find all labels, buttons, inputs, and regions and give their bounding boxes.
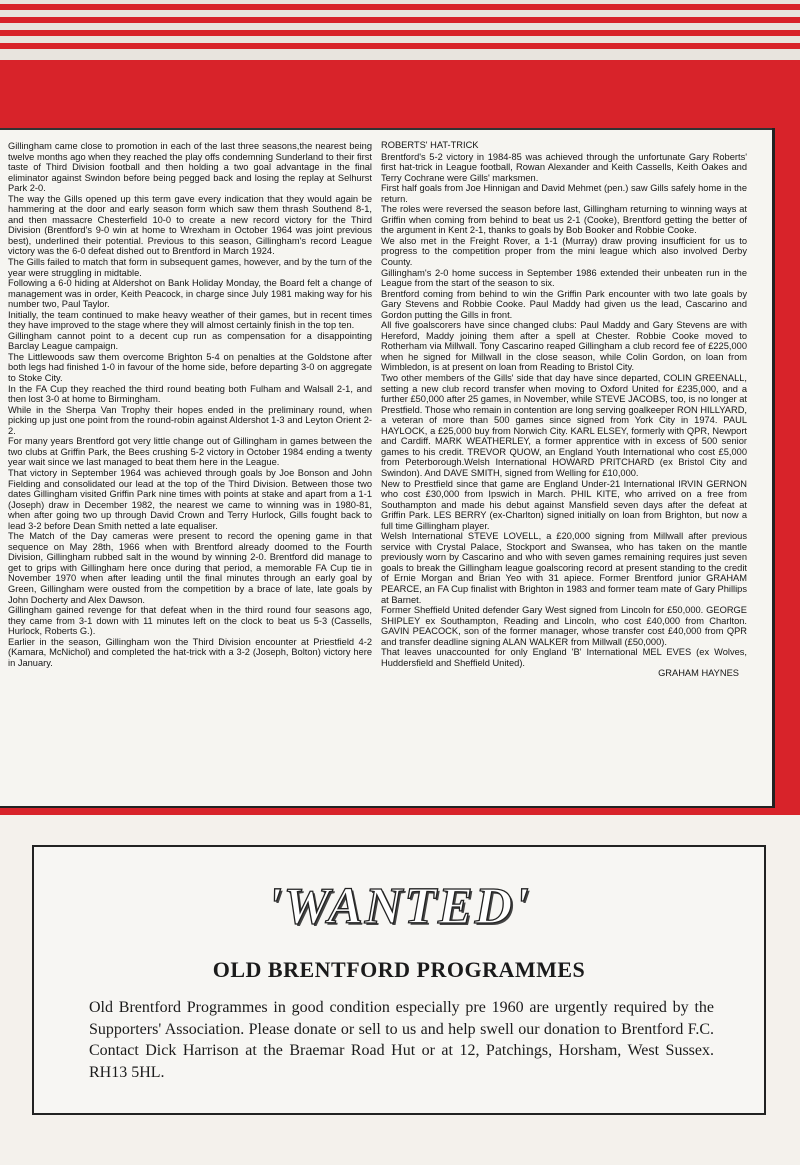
paragraph: The Gills failed to match that form in subsequent games, however, and by the turn of the year were struggling in midtable. xyxy=(8,257,372,278)
wanted-advert xyxy=(32,845,766,1115)
right-column xyxy=(381,140,747,679)
paragraph: The Match of the Day cameras were present to record the opening game in that sequence on May 28th, 1966 when with Brentford already doomed to the Fourth Division, Gillingham rubbed salt in the wound by winning 2-0. Brentford did manage to get to grips with Gillingham here once during that period, a memorable FA Cup tie in November 1970 when after leading until the final minutes through an early goal by Green, Gillingham were ousted from the competition by a brace of late, late goals by John Docherty and Alex Dawson. xyxy=(8,531,372,605)
closing-paragraph: That leaves unaccounted for only England 'B' International MEL EVES (ex Wolves, Huddersfield and Sheffield United). xyxy=(381,647,747,668)
paragraph: Gillingham gained revenge for that defeat when in the third round four seasons ago, they came from 3-1 down with 11 minutes left on the clock to beat us 5-3 (Cassells, Hurlock, Roberts G.). xyxy=(8,605,372,637)
paragraph: First half goals from Joe Hinnigan and David Mehmet (pen.) saw Gills safely home in the return. xyxy=(381,183,747,204)
wanted-body: Old Brentford Programmes in good condition especially pre 1960 are urgently required by the Supporters' Association. Please donate or sell to us and help swell our donation to Brentford F.C. Contact Dick Harrison at the Braemar Road Hut or at 12, Patchings, Horsham, West Sussex. RH13 5HL. xyxy=(89,999,714,1081)
stripe xyxy=(0,17,800,23)
paragraph: Former Sheffield United defender Gary West signed from Lincoln for £50,000. GEORGE SHIPLEY ex Southampton, Reading and Lincoln, who cost £40,000 from Charlton. GAVIN PEACOCK, son of the former manager, whose transfer cost £40,000 from QPR and transfer deadline signing ALAN WALKER from Millwall (£50,000). xyxy=(381,605,747,647)
wanted-title: 'WANTED' xyxy=(267,878,531,935)
paragraph: Brentford coming from behind to win the Griffin Park encounter with two late goals by Gary Stevens and Robbie Cooke. Paul Maddy had given us the lead, Cascarino and Gordon putting the Gills in front. xyxy=(381,288,747,320)
paragraph: New to Prestfield since that game are England Under-21 International IRVIN GERNON who cost £30,000 from Ipswich in March. PHIL KITE, who arrived on a free from Southampton and made his debut against Mansfield seven days after the defeat at Griffin Park. LES BERRY (ex-Charlton) signed initially on loan from Brighton, but now a full time Gillingham player. xyxy=(381,478,747,531)
paragraph: Gillingham cannot point to a decent cup run as compensation for a disappointing Barclay League campaign. xyxy=(8,330,372,352)
paragraph: The roles were reversed the season before last, Gillingham returning to winning ways at Griffin when coming from behind to beat us 2-1 (Cooke), Brentford getting the better of the argument in Kent 2-1, thanks to goals by Bob Booker and Robbie Cooke. xyxy=(381,204,747,236)
paragraph: The Littlewoods saw them overcome Brighton 5-4 on penalties at the Goldstone after both legs had finished 1-0 in favour of the home side, before departing 3-0 on aggregate to Stoke City. xyxy=(8,351,372,384)
paragraph: Initially, the team continued to make heavy weather of their games, but in recent times they have improved to the stage where they will almost certainly finish in the top ten. xyxy=(8,309,372,331)
paragraph: Following a 6-0 hiding at Aldershot on Bank Holiday Monday, the Board felt a change of management was in order, Keith Peacock, in charge since July 1981 making way for his number two, Paul Taylor. xyxy=(8,278,372,310)
paragraph: All five goalscorers have since changed clubs: Paul Maddy and Gary Stevens are with Hereford, Maddy joining them after a spell at Chester. Robbie Cooke moved to Rotherham via Millwall. Tony Cascarino reaped Gillingham a club record fee of £225,000 when he signed for Millwall in the close season, while Colin Gordon, on loan from Wimbledon, is at present on loan from Reading to Bristol City. xyxy=(381,320,747,373)
article-top-rule xyxy=(0,128,772,130)
paragraph: Two other members of the Gills' side that day have since departed, COLIN GREENALL, setting a new club record transfer when moving to Oxford United for £235,000, and a further £50,000 after 25 games, in November, while STEVE JACOBS, too, is no longer at Prestfield. Those who remain in contention are long serving goalkeeper RON HILLYARD, a veteran of more than 500 games since signed from York City in 1974. PAUL HAYLOCK, a £25,000 buy from Norwich City. KARL ELSEY, formerly with QPR, Newport and Cardiff. MARK WEATHERLEY, a former apprentice with in excess of 500 senior games to his credit. TREVOR QUOW, an England Youth International who cost £5,000 from Peterborough.Welsh International HOWARD PRITCHARD (ex Bristol City and Swindon). And DAVE SMITH, signed from Welling for £10,000. xyxy=(381,373,747,478)
stripe xyxy=(0,4,800,10)
paragraph: Brentford's 5-2 victory in 1984-85 was achieved through the unfortunate Gary Roberts' first hat-trick in League football, Rowan Alexander and Keith Cassells, Keith Oakes and Terry Cochrane were Gills' marksmen. xyxy=(381,151,747,183)
paragraph: Gillingham came close to promotion in each of the last three seasons,the nearest being twelve months ago when they reached the play offs condemning Sunderland to their first taste of Third Division football and then holding a two goal advantage in the final eliminator against Swindon before being pegged back and losing the replay at Selhurst Park 2-0. xyxy=(8,141,372,194)
paragraph: The way the Gills opened up this term gave every indication that they would again be hammering at the door and early season form which saw them thrash Southend 8-1, and then massacre Chesterfield 10-0 to create a new record victory for the Third Division (Brentford's 9-0 win at home to Wrexham in October 1964 was joint previous best), underlined their potential. Previous to this season, Gillingham's record League victory was the 6-0 defeat dished out to Brentford in March 1924. xyxy=(8,193,372,257)
paragraph: Earlier in the season, Gillingham won the Third Division encounter at Priestfield 4-2 (Kamara, McNichol) and completed the hat-trick with a 3-2 (Joseph, Bolton) victory here in January. xyxy=(8,636,372,668)
paragraph: For many years Brentford got very little change out of Gillingham in games between the two clubs at Griffin Park, the Bees crushing 5-2 victory in October 1984 ending a twenty year wait since we last managed to beat them here in the League. xyxy=(8,436,372,468)
stripe xyxy=(0,30,800,36)
wanted-subtitle: OLD BRENTFORD PROGRAMMES xyxy=(212,957,586,982)
paragraph: While in the Sherpa Van Trophy their hopes ended in the preliminary round, when picking up just one point from the round-robin against Aldershot 1-3 and Leyton Orient 2-2. xyxy=(8,404,372,436)
paragraph: Gillingham's 2-0 home success in September 1986 extended their unbeaten run in the League from the start of the season to six. xyxy=(381,267,747,289)
article-box xyxy=(0,128,775,808)
paragraph: Welsh International STEVE LOVELL, a £20,000 signing from Millwall after previous service with Crystal Palace, Stockport and Swansea, who has taken on the mantle previously worn by Cascarino and who with seven games remaining requires just seven goals to break the Gillingham league goalscoring record at present standing to the credit of Ernie Morgan and Brian Yeo with 31 apiece. Former Brentford junior GRAHAM PEARCE, an FA Cup finalist with Brighton in 1983 and former team mate of Gary Phillips at Barnet. xyxy=(381,531,747,605)
paragraph: That victory in September 1964 was achieved through goals by Joe Bonson and John Fielding and consolidated our lead at the top of the Third Division. Between those two dates Gillingham visited Griffin Park nine times with points at stake and apart from a 1-1 (Joseph) draw in December 1982, the nearest we came to winning was in 1980-81, when after going two up through David Crown and Terry Hurlock, Gills fought back to lead 3-2 before Dean Smith netted a late equaliser. xyxy=(8,467,372,531)
stripe xyxy=(0,43,800,49)
signature-row xyxy=(381,668,747,679)
top-stripes xyxy=(0,0,800,60)
author-signature: GRAHAM HAYNES xyxy=(658,668,739,679)
left-column xyxy=(8,141,372,668)
paragraph: In the FA Cup they reached the third round beating both Fulham and Walsall 2-1, and then lost 3-0 at home to Birmingham. xyxy=(8,383,372,405)
paragraph: We also met in the Freight Rover, a 1-1 (Murray) draw proving insufficient for us to progress to the competition proper from the mini league which also involved Derby County. xyxy=(381,235,747,268)
section-heading: ROBERTS' HAT-TRICK xyxy=(381,140,479,150)
